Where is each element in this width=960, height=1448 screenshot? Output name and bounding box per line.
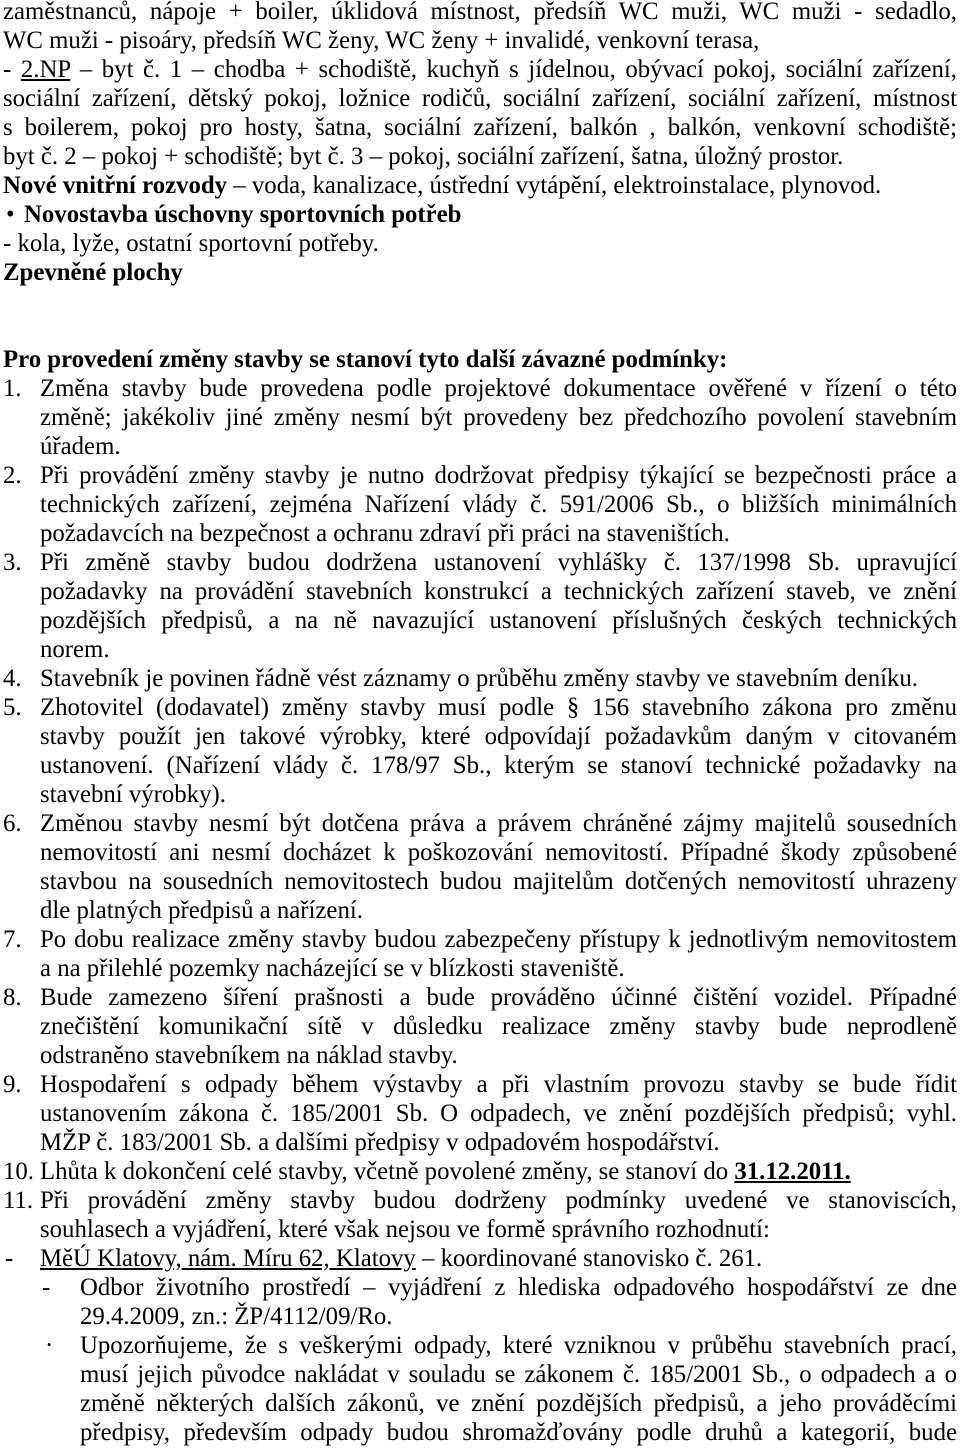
text-segment: Lhůta k dokončení celé stavby, včetně povolené změny, se stanoví do [40, 1158, 729, 1185]
text-line: změně; jakékoliv jiné změny nesmí být provedeny bez předchozího povolení stavebním [40, 404, 957, 431]
text-line: nemovitostí ani nesmí docházet k poškozování nemovitostí. Případné škody způsobené [40, 839, 957, 866]
text-line: norem. [40, 636, 110, 663]
conditions-heading: Pro provedení změny stavby se stanoví tyto další závazné podmínky: [3, 346, 728, 373]
text-line: ustanovením zákona č. 185/2001 Sb. O odpadech, ve znění pozdějších předpisů; vyhl. [40, 1100, 957, 1127]
notice-item [3, 1331, 957, 1447]
notice-text [80, 1331, 957, 1447]
authority-name: MěÚ Klatovy, nám. Míru 62, Klatovy [40, 1245, 416, 1272]
text-line: zaměstnanců, nápoje + boiler, úklidová místnost, předsíň WC muži, WC muži - sedadlo, [3, 0, 957, 25]
condition-text [40, 1070, 957, 1157]
text-line: odstraněno stavebníkem na náklad stavby. [40, 1042, 458, 1069]
blank-space [3, 287, 957, 345]
condition-item [3, 1157, 957, 1186]
list-number: 10. [3, 1158, 34, 1185]
text-line: Změna stavby bude provedena podle projektové dokumentace ověřené v řízení o této [40, 375, 957, 402]
floor-label: 2.NP [20, 56, 71, 83]
condition-text [40, 461, 957, 548]
storage-heading-line [3, 200, 957, 229]
condition-item [3, 461, 957, 548]
list-number: 4. [3, 665, 22, 692]
text-line: Po dobu realizace změny stavby budou zabezpečeny přístupy k jednotlivým nemovitostem [40, 926, 957, 953]
condition-text [40, 664, 957, 693]
condition-text [40, 809, 957, 925]
condition-item [3, 1186, 957, 1244]
deadline-date: 31.12.2011. [734, 1158, 851, 1185]
condition-item [3, 983, 957, 1070]
text-line: změně některých dalších zákonů, ve znění pozdějších předpisů, a jeho prováděcími [80, 1390, 957, 1417]
condition-text [40, 983, 957, 1070]
authority-opinion [3, 1244, 957, 1273]
utilities-line [3, 171, 957, 200]
text-line: požadavky na provádění stavebních konstrukcí a technických zařízení staveb, ve znění [40, 578, 957, 605]
condition-text [40, 1157, 957, 1186]
text-line: znečištění komunikační sítě v důsledku realizace změny stavby bude neprodleně [40, 1013, 957, 1040]
text-line: Změnou stavby nesmí být dotčena práva a právem chráněné zájmy majitelů sousedních [40, 810, 957, 837]
bullet-icon: · [45, 1332, 54, 1359]
condition-text [40, 548, 957, 664]
second-floor-line [3, 55, 957, 84]
list-number: 9. [3, 1071, 22, 1098]
text-line: Stavebník je povinen řádně vést záznamy o průběhu změny stavby ve stavebním deníku. [40, 665, 918, 692]
list-number: 5. [3, 694, 22, 721]
list-number: 2. [3, 462, 22, 489]
text-line: Bude zamezeno šíření prašnosti a bude prováděno účinné čištění vozidel. Případné [40, 984, 957, 1011]
list-number: 1. [3, 375, 22, 402]
text-line: Zhotovitel (dodavatel) změny stavby musí podle § 156 stavebního zákona pro změnu [40, 694, 957, 721]
list-dash: - [5, 1245, 14, 1272]
text-line: musí jejich původce nakládat v souladu se zákonem č. 185/2001 Sb., o odpadech a o [80, 1361, 957, 1388]
bullet-icon: • [6, 201, 15, 228]
text-line: stavbou na sousedních nemovitostech budou majitelům dotčených nemovitostí uhrazeny [40, 868, 957, 895]
text-segment: – voda, kanalizace, ústřední vytápění, elektroinstalace, plynovod. [233, 172, 882, 199]
list-dash: - [42, 1274, 51, 1301]
deadline-line [40, 1157, 957, 1186]
condition-item [3, 664, 957, 693]
condition-item [3, 809, 957, 925]
text-line: stavby použít jen takové výrobky, které odpovídají požadavkům daným v citovaném [40, 723, 957, 750]
text-line: Odbor životního prostředí – vyjádření z hlediska odpadového hospodářství ze dne [80, 1274, 957, 1301]
text-line: MŽP č. 183/2001 Sb. a dalšími předpisy v odpadovém hospodářství. [40, 1129, 720, 1156]
department-opinion [3, 1273, 957, 1331]
text-line: předpisy, především odpady budou shromažďovány podle druhů a kategorií, bude [80, 1419, 957, 1446]
text-line: Při provádění změny stavby je nutno dodržovat předpisy týkající se bezpečnosti práce a [40, 462, 957, 489]
text-line: Při změně stavby budou dodržena ustanovení vyhlášky č. 137/1998 Sb. upravující [40, 549, 957, 576]
text-line: WC muži - pisoáry, předsíň WC ženy, WC ženy + invalidé, venkovní terasa, [3, 27, 760, 54]
text-line: souhlasech a vyjádření, které však nejsou ve formě správního rozhodnutí: [40, 1216, 770, 1243]
condition-item [3, 693, 957, 809]
list-number: 3. [3, 549, 22, 576]
text-line: a na přilehlé pozemky nacházející se v blízkosti staveniště. [40, 955, 625, 982]
list-number: 8. [3, 984, 22, 1011]
text-line: sociální zařízení, dětský pokoj, ložnice rodičů, sociální zařízení, sociální zařízení, místnost [3, 85, 957, 112]
text-line: Hospodaření s odpady během výstavby a při vlastním provozu stavby se bude řídit [40, 1071, 957, 1098]
authority-line [40, 1244, 957, 1273]
section-heading: Novostavba úschovny sportovních potřeb [24, 201, 462, 228]
text-segment: – koordinované stanovisko č. 261. [422, 1245, 763, 1272]
list-number: 6. [3, 810, 22, 837]
text-line: byt č. 2 – pokoj + schodiště; byt č. 3 – pokoj, sociální zařízení, šatna, úložný prostor. [3, 143, 844, 170]
text-line: pozdějších předpisů, a na ně navazující ustanovení příslušných českých technických [40, 607, 957, 634]
list-number: 7. [3, 926, 22, 953]
text-line: stavební výrobky). [40, 781, 226, 808]
text-line: úřadem. [40, 433, 121, 460]
text-line: - kola, lyže, ostatní sportovní potřeby. [3, 230, 379, 257]
text-line: technických zařízení, zejména Nařízení vlády č. 591/2006 Sb., o bližších minimálních [40, 491, 957, 518]
authority-text [40, 1244, 957, 1273]
condition-item [3, 925, 957, 983]
text-segment: – byt č. 1 – chodba + schodiště, kuchyň s jídelnou, obývací pokoj, sociální zařízení, [79, 56, 958, 83]
text-line: Upozorňujeme, že s veškerými odpady, které vzniknou v průběhu stavebních prací, [80, 1332, 957, 1359]
room-list [3, 0, 957, 171]
condition-item [3, 1070, 957, 1157]
condition-text [40, 925, 957, 983]
text-line: Při provádění změny stavby budou dodrženy podmínky uvedené ve stanoviscích, [40, 1187, 957, 1214]
condition-text [40, 374, 957, 461]
text-line: dle platných předpisů a nařízení. [40, 897, 363, 924]
text-line: s boilerem, pokoj pro hosty, šatna, sociální zařízení, balkón , balkón, venkovní schodiště; [3, 114, 957, 141]
document-page [3, 0, 957, 1447]
condition-text [40, 1186, 957, 1244]
text-line: požadavcích na bezpečnost a ochranu zdraví při práci na staveništích. [40, 520, 730, 547]
text-line: 29.4.2009, zn.: ŽP/4112/09/Ro. [80, 1303, 393, 1330]
department-text [80, 1273, 957, 1331]
list-number: 11. [3, 1187, 34, 1214]
condition-item [3, 374, 957, 461]
section-heading: Nové vnitřní rozvody [3, 172, 228, 199]
list-dash: - [3, 56, 12, 83]
condition-item [3, 548, 957, 664]
condition-text [40, 693, 957, 809]
section-heading: Zpevněné plochy [3, 259, 183, 286]
text-line: ustanovení. (Nařízení vlády č. 178/97 Sb., kterým se stanoví technické požadavky na [40, 752, 957, 779]
